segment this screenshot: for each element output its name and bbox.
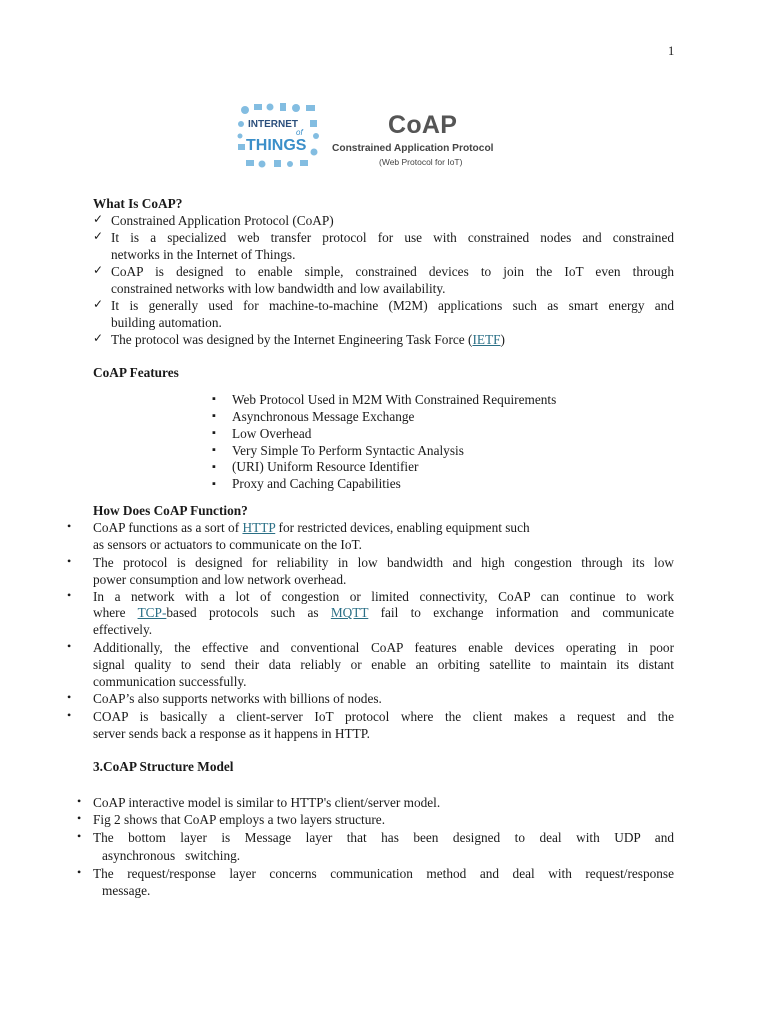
function-heading: How Does CoAP Function? — [93, 503, 248, 518]
square-bullet-icon: ▪ — [212, 444, 216, 456]
function-p1-cont: as sensors or actuators to communicate on the IoT. — [93, 537, 362, 552]
square-bullet-icon: ▪ — [212, 393, 216, 405]
logo-title: CoAP — [388, 111, 458, 139]
bullet-icon: • — [67, 588, 72, 602]
function-p5: CoAP’s also supports networks with billions of nodes. — [93, 691, 382, 706]
check-icon: ✓ — [93, 229, 104, 243]
iot-cloud-icon — [236, 100, 322, 172]
structure-item-3: The bottom layer is Message layer that has been designed to deal with UDP and — [93, 830, 674, 845]
function-p6: COAP is basically a client-server IoT protocol where the client makes a request and the — [93, 709, 674, 724]
structure-item-3-cont: asynchronous switching. — [102, 848, 241, 863]
logo-subtitle: Constrained Application Protocol — [332, 143, 494, 154]
bullet-icon: • — [67, 519, 72, 533]
coap-logo — [236, 100, 536, 172]
structure-item-4-cont: message. — [102, 883, 151, 898]
what-is-item-1: Constrained Application Protocol (CoAP) — [111, 213, 334, 228]
p3-pre: where — [93, 605, 138, 620]
function-p2-cont: power consumption and low network overhead. — [93, 572, 347, 587]
feature-item: Asynchronous Message Exchange — [232, 409, 415, 424]
bullet-icon: • — [77, 865, 82, 879]
iot-line2: THINGS — [246, 137, 307, 154]
function-p4-cont: communication successfully. — [93, 674, 247, 689]
square-bullet-icon: ▪ — [212, 410, 216, 422]
feature-item: Web Protocol Used in M2M With Constrained Requirements — [232, 392, 557, 407]
function-p3-line2 — [93, 604, 674, 621]
what-is-item-4-cont: building automation. — [111, 315, 222, 330]
features-heading: CoAP Features — [93, 365, 179, 380]
what-is-item-5 — [111, 331, 505, 348]
check-icon: ✓ — [93, 331, 104, 345]
what-is-heading: What Is CoAP? — [93, 196, 183, 211]
iot-line1: INTERNET — [248, 119, 298, 130]
bullet-icon: • — [67, 708, 72, 722]
bullet-icon: • — [77, 794, 82, 808]
square-bullet-icon: ▪ — [212, 478, 216, 490]
p3-mid: based protocols such as — [166, 605, 331, 620]
function-p3-cont: effectively. — [93, 622, 153, 637]
feature-item: (URI) Uniform Resource Identifier — [232, 459, 419, 474]
bullet-icon: • — [77, 811, 82, 825]
p1-pre: CoAP functions as a sort of — [93, 520, 243, 535]
bullet-icon: • — [67, 690, 72, 704]
page-number: 1 — [668, 44, 675, 58]
function-p3: In a network with a lot of congestion or limited connectivity, CoAP can continue to work — [93, 589, 674, 604]
http-link[interactable]: HTTP — [242, 520, 276, 535]
what-is-item-2-cont: networks in the Internet of Things. — [111, 247, 296, 262]
p3-post: fail to exchange information and communicate — [368, 605, 674, 620]
function-p6-cont: server sends back a response as it happens in HTTP. — [93, 726, 370, 741]
ietf-link[interactable]: IETF — [472, 332, 501, 347]
logo-tagline: (Web Protocol for IoT) — [379, 157, 463, 167]
function-p4: Additionally, the effective and conventional CoAP features enable devices operating in poor — [93, 640, 674, 655]
feature-item: Proxy and Caching Capabilities — [232, 476, 401, 491]
check-icon: ✓ — [93, 297, 104, 311]
check-icon: ✓ — [93, 212, 104, 226]
function-p4-line2: signal quality to send their data reliably or enable an orbiting satellite to maintain its distant — [93, 657, 674, 672]
bullet-icon: • — [77, 829, 82, 843]
function-p1 — [93, 519, 530, 536]
ietf-prefix: The protocol was designed by the Internet Engineering Task Force ( — [111, 332, 473, 347]
mqtt-link[interactable]: MQTT — [330, 605, 369, 620]
bullet-icon: • — [67, 639, 72, 653]
what-is-item-3-cont: constrained networks with low bandwidth and low availability. — [111, 281, 446, 296]
feature-item: Very Simple To Perform Syntactic Analysis — [232, 443, 464, 458]
square-bullet-icon: ▪ — [212, 461, 216, 473]
structure-item-4: The request/response layer concerns communication method and deal with request/response — [93, 866, 674, 881]
check-icon: ✓ — [93, 263, 104, 277]
function-p2: The protocol is designed for reliability in low bandwidth and high congestion through its low — [93, 555, 674, 570]
what-is-item-3: CoAP is designed to enable simple, constrained devices to join the IoT even through — [111, 264, 674, 279]
feature-item: Low Overhead — [232, 426, 312, 441]
structure-item-2: Fig 2 shows that CoAP employs a two layers structure. — [93, 812, 386, 827]
what-is-item-2: It is a specialized web transfer protocol for use with constrained nodes and constrained — [111, 230, 674, 245]
what-is-item-4: It is generally used for machine-to-machine (M2M) applications such as smart energy and — [111, 298, 674, 313]
tcp-link[interactable]: TCP- — [137, 605, 167, 620]
structure-heading: 3.CoAP Structure Model — [93, 759, 234, 774]
ietf-suffix: ) — [500, 332, 505, 347]
structure-item-1: CoAP interactive model is similar to HTTP's client/server model. — [93, 795, 441, 810]
square-bullet-icon: ▪ — [212, 427, 216, 439]
bullet-icon: • — [67, 554, 72, 568]
iot-of: of — [296, 128, 303, 137]
p1-post: for restricted devices, enabling equipment such — [275, 520, 530, 535]
